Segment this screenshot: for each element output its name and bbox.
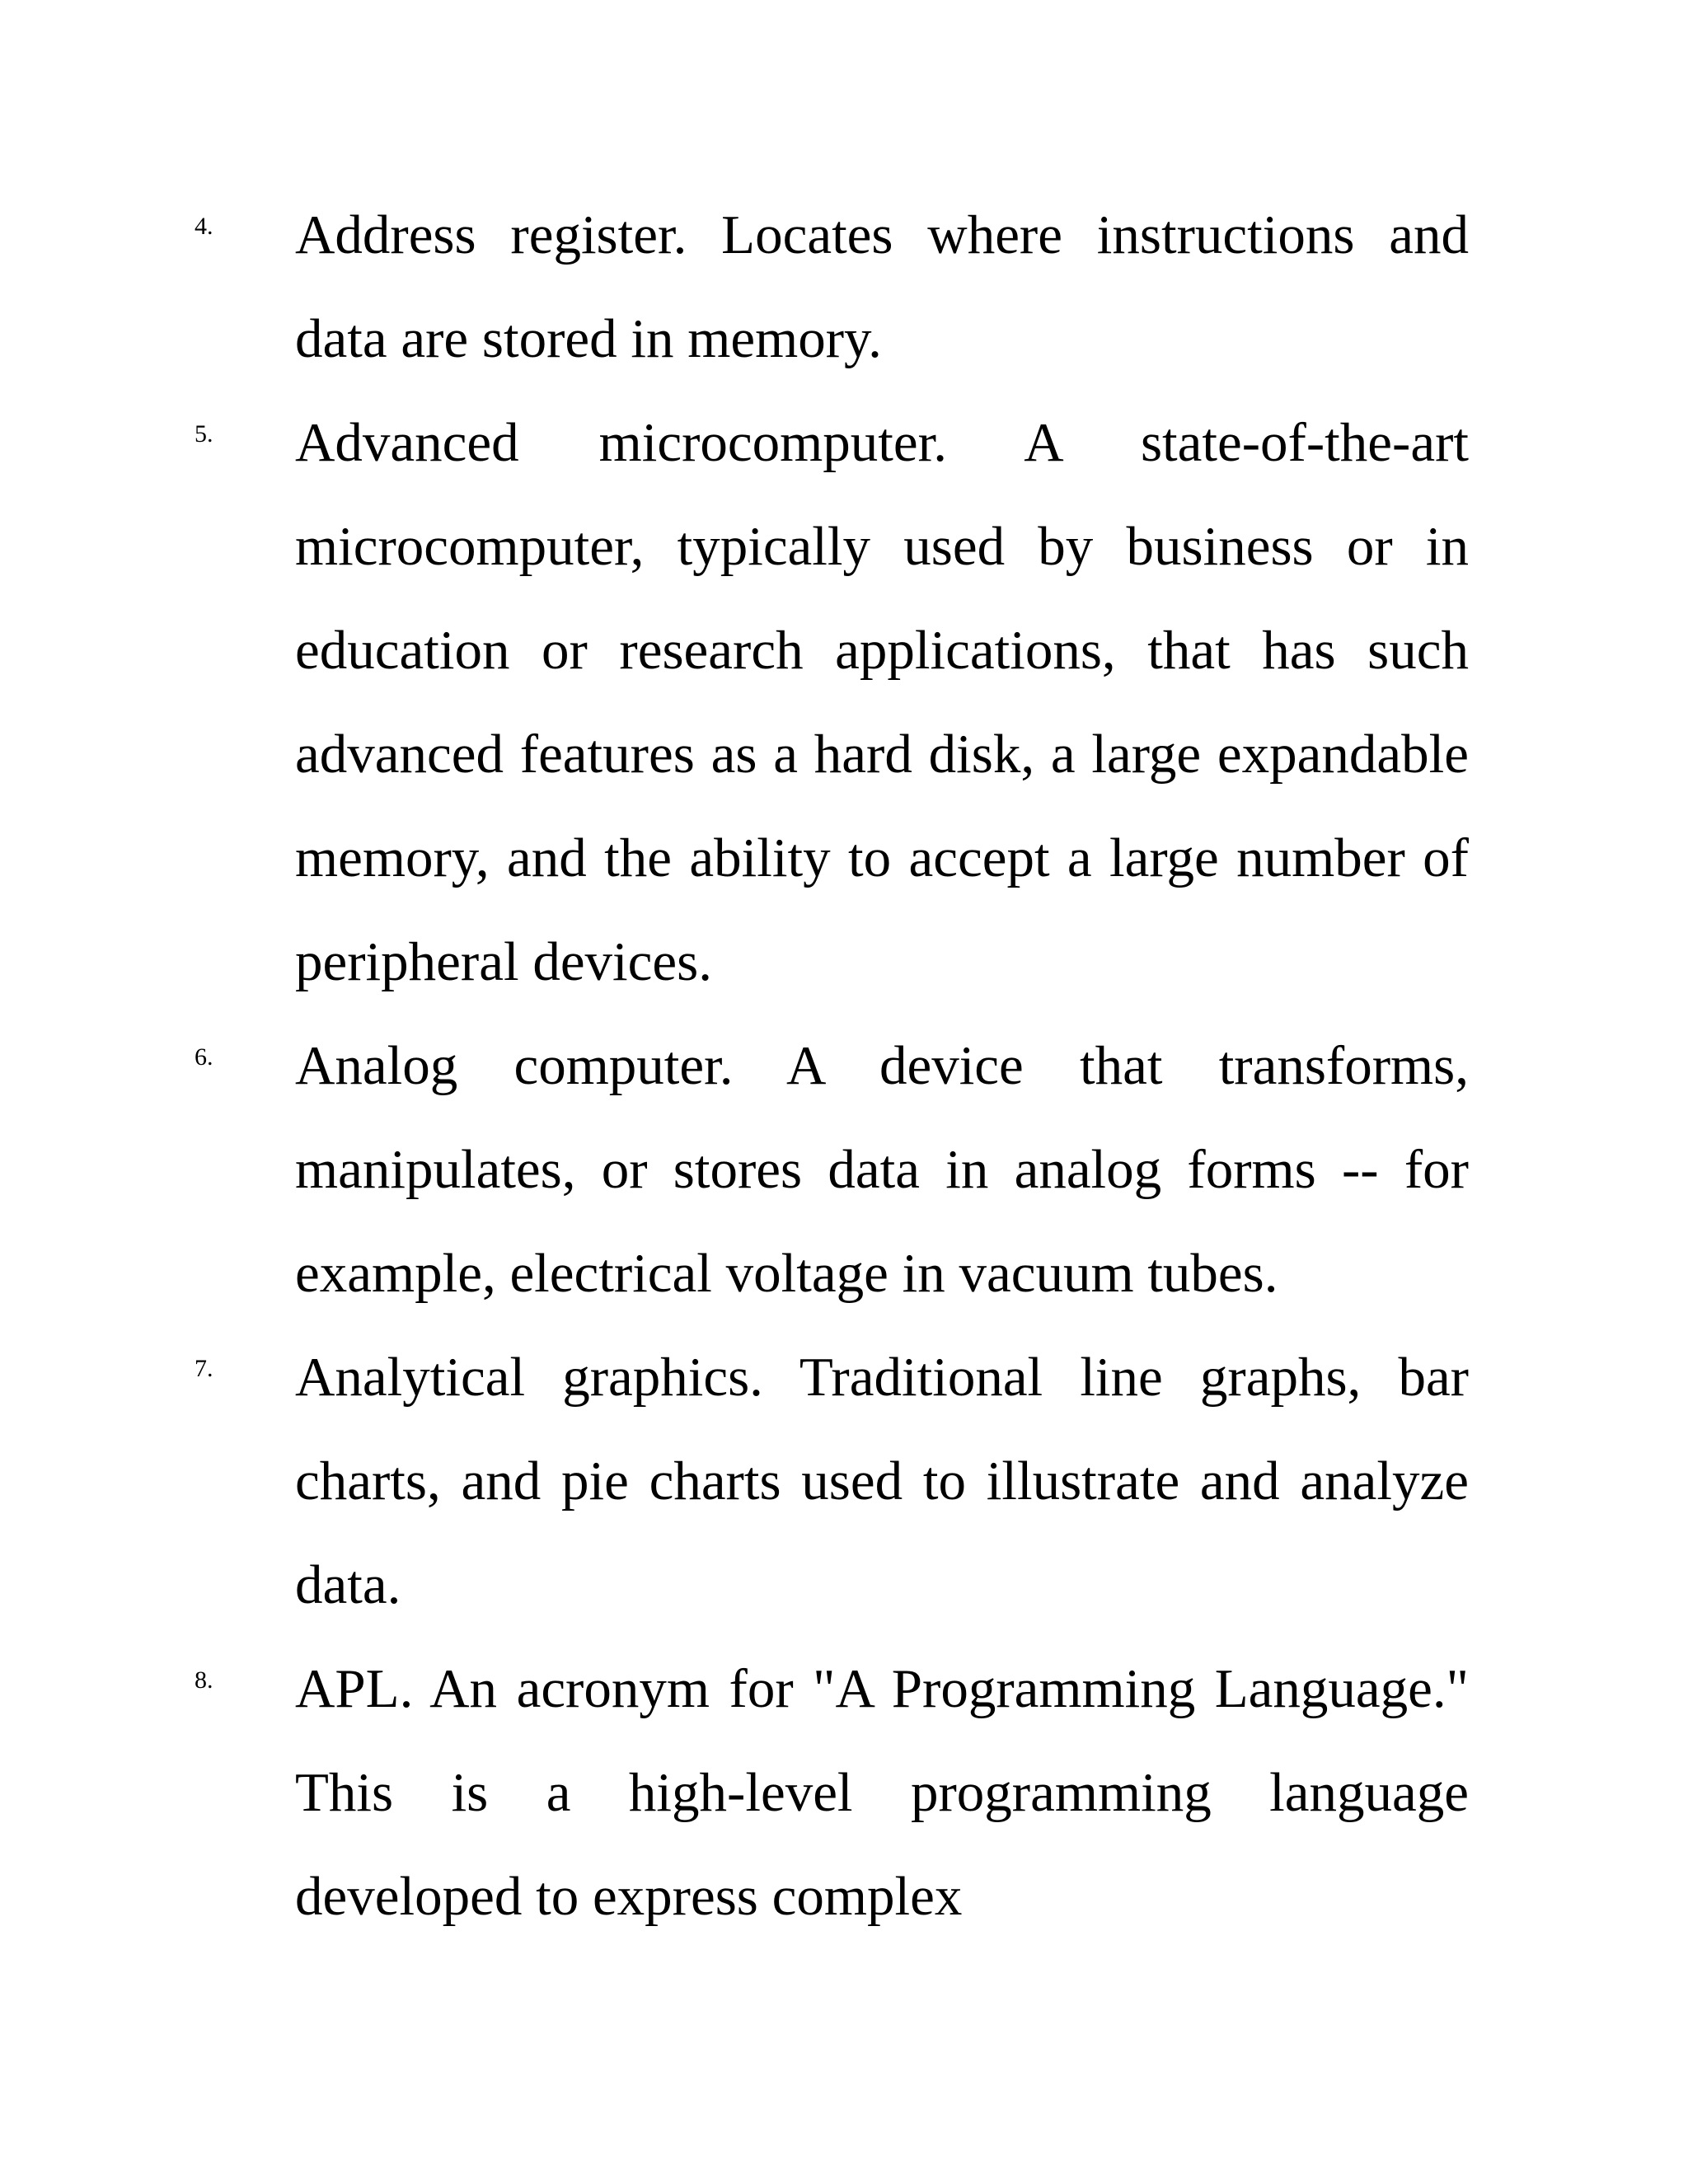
glossary-list xyxy=(0,183,1688,1948)
entry-text: Analytical graphics. Traditional line graphs, bar charts, and pie charts used to illustrate and analyze data. xyxy=(295,1347,1469,1615)
entry-text: APL. An acronym for "A Programming Language." This is a high-level programming language developed to express complex xyxy=(295,1658,1469,1927)
glossary-entry xyxy=(0,1637,1688,1948)
glossary-entry xyxy=(0,183,1688,391)
entry-text: Analog computer. A device that transforms, manipulates, or stores data in analog forms -- for example, electrical voltage in vacuum tubes. xyxy=(295,1035,1469,1304)
entry-number: 6. xyxy=(195,1043,213,1071)
entry-number: 4. xyxy=(195,213,213,240)
entry-text: Address register. Locates where instructions and data are stored in memory. xyxy=(295,204,1469,369)
entry-number: 8. xyxy=(195,1666,213,1694)
glossary-entry xyxy=(0,1014,1688,1325)
entry-text: Advanced microcomputer. A state-of-the-art microcomputer, typically used by business or in education or research applications, that has such advanced features as a hard disk, a large expandable memory, and the ability to accept a large number of peripheral devices. xyxy=(295,412,1469,992)
glossary-entry xyxy=(0,1325,1688,1637)
glossary-entry xyxy=(0,391,1688,1014)
entry-number: 7. xyxy=(195,1355,213,1382)
entry-number: 5. xyxy=(195,420,213,448)
